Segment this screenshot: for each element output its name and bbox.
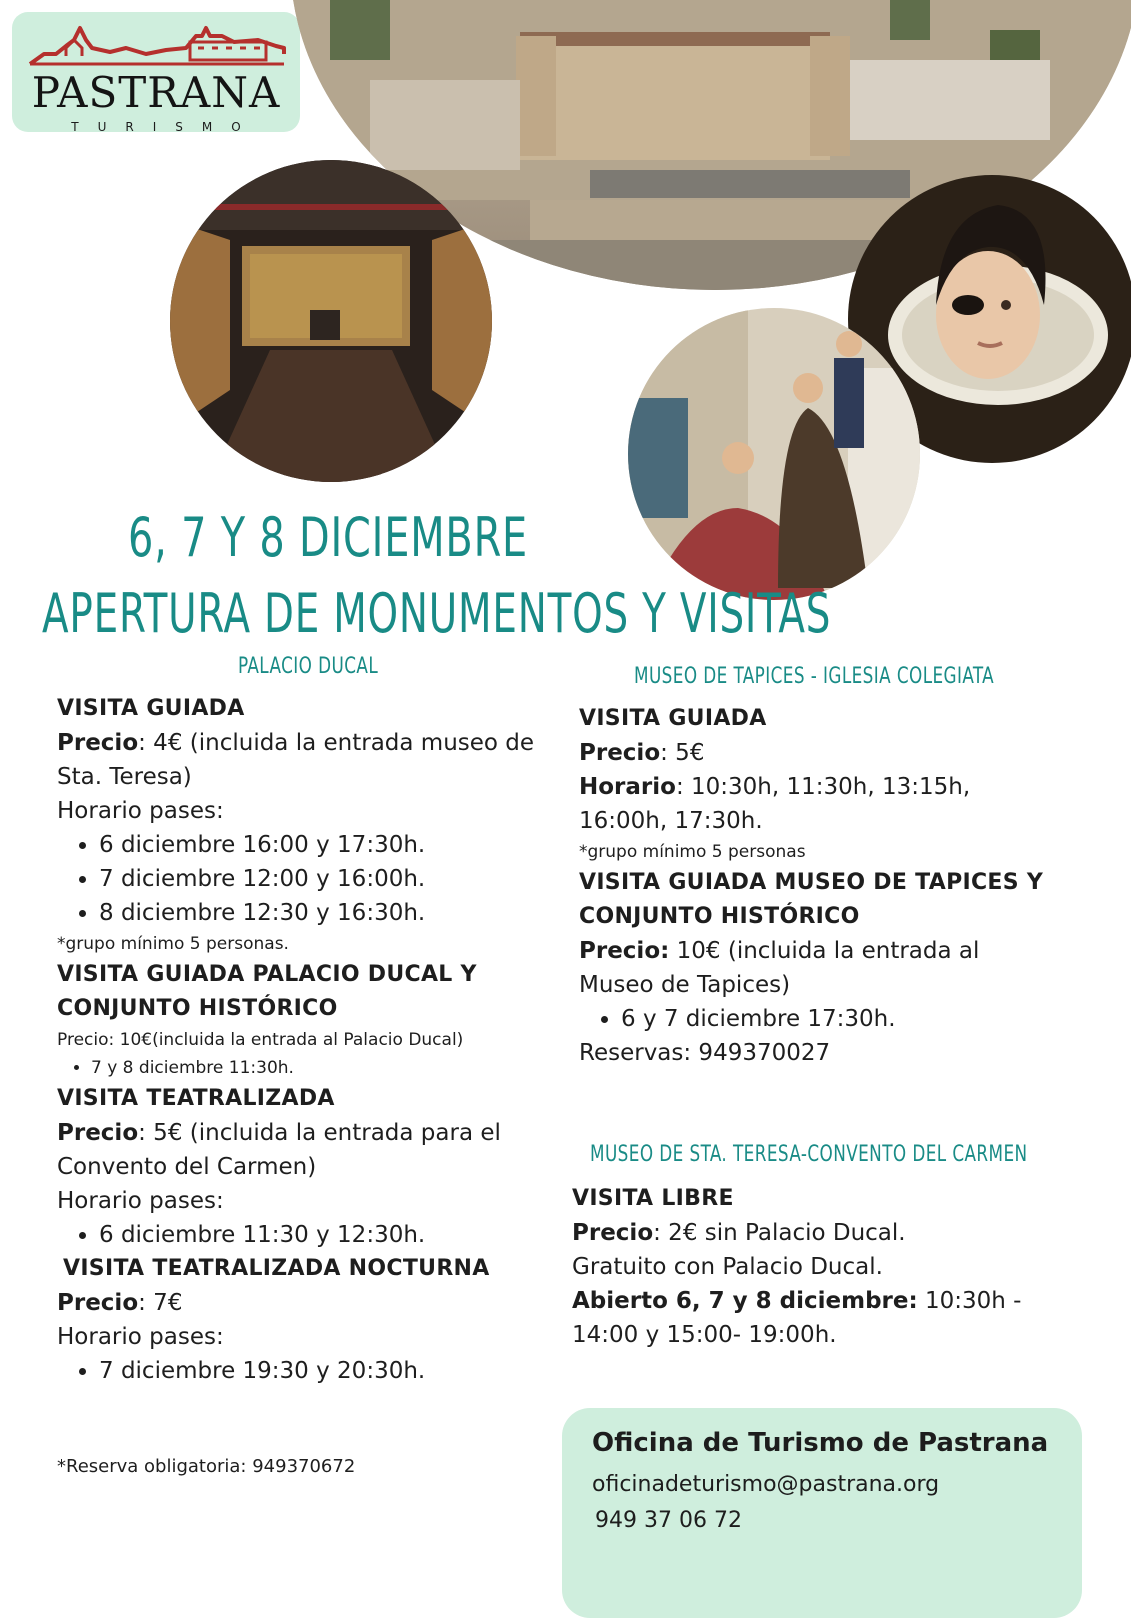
main-title: APERTURA DE MONUMENTOS Y VISITAS bbox=[42, 582, 832, 645]
palacio-section-title: PALACIO DUCAL bbox=[238, 654, 379, 679]
palacio-theatre-schedule-label: Horario pases: bbox=[57, 1188, 224, 1214]
palacio-theatre-title: VISITA TEATRALIZADA bbox=[57, 1086, 335, 1111]
pastrana-logo bbox=[12, 12, 300, 132]
palacio-guided-note: *grupo mínimo 5 personas. bbox=[57, 934, 289, 954]
tapices-combo-price: Precio: 10€ (incluida la entrada al Museo de Tapices) bbox=[579, 938, 980, 998]
palacio-theatre-price: Precio: 5€ (incluida la entrada para el Convento del Carmen) bbox=[57, 1120, 501, 1180]
tapices-guided-note: *grupo mínimo 5 personas bbox=[579, 842, 806, 862]
teresa-section-title: MUSEO DE STA. TERESA-CONVENTO DEL CARMEN bbox=[590, 1142, 1028, 1167]
tapices-guided-price: Precio: 5€ bbox=[579, 740, 705, 766]
tapices-section-title: MUSEO DE TAPICES - IGLESIA COLEGIATA bbox=[634, 664, 995, 689]
list-item: • 6 diciembre 11:30 y 12:30h. bbox=[99, 1218, 547, 1252]
tapestry-museum-photo bbox=[170, 160, 492, 482]
tapices-column bbox=[579, 702, 1059, 1070]
theatre-visit-photo bbox=[628, 308, 920, 600]
tourism-office-box bbox=[562, 1408, 1082, 1618]
list-item: • 6 y 7 diciembre 17:30h. bbox=[621, 1002, 1059, 1036]
teresa-free-line: Gratuito con Palacio Ducal. bbox=[572, 1254, 883, 1280]
palacio-combo-title: VISITA GUIADA PALACIO DUCAL Y CONJUNTO HISTÓRICO bbox=[57, 962, 477, 1021]
logo-name: PASTRANA bbox=[31, 68, 281, 117]
skyline-icon bbox=[26, 18, 288, 70]
palacio-guided-times bbox=[57, 828, 547, 930]
palacio-night-schedule-label: Horario pases: bbox=[57, 1324, 224, 1350]
office-phone[interactable]: 949 37 06 72 bbox=[595, 1508, 742, 1533]
list-item: • 6 diciembre 16:00 y 17:30h. bbox=[99, 828, 547, 862]
list-item: • 7 diciembre 19:30 y 20:30h. bbox=[99, 1354, 547, 1388]
dates-title: 6, 7 Y 8 DICIEMBRE bbox=[128, 506, 529, 569]
palacio-combo-times bbox=[57, 1054, 547, 1082]
palacio-night-price: Precio: 7€ bbox=[57, 1290, 183, 1316]
teresa-price: Precio: 2€ sin Palacio Ducal. bbox=[572, 1220, 906, 1246]
office-email[interactable]: oficinadeturismo@pastrana.org bbox=[592, 1472, 940, 1497]
palacio-column bbox=[57, 692, 547, 1388]
palacio-reservation: *Reserva obligatoria: 949370672 bbox=[57, 1456, 356, 1477]
tapices-reservation: Reservas: 949370027 bbox=[579, 1040, 831, 1066]
teresa-opening: Abierto 6, 7 y 8 diciembre: 10:30h - 14:00 y 15:00- 19:00h. bbox=[572, 1288, 1022, 1348]
palacio-guided-schedule-label: Horario pases: bbox=[57, 798, 224, 824]
palacio-night-times bbox=[57, 1354, 547, 1388]
tapices-guided-schedule: Horario: 10:30h, 11:30h, 13:15h, 16:00h, 17:30h. bbox=[579, 774, 971, 834]
teresa-column bbox=[572, 1182, 1052, 1352]
palacio-night-title: VISITA TEATRALIZADA NOCTURNA bbox=[63, 1256, 490, 1281]
palacio-combo-price: Precio: 10€(incluida la entrada al Palacio Ducal) bbox=[57, 1030, 464, 1050]
teresa-title: VISITA LIBRE bbox=[572, 1186, 734, 1211]
list-item: • 7 diciembre 12:00 y 16:00h. bbox=[99, 862, 547, 896]
tapices-guided-title: VISITA GUIADA bbox=[579, 706, 767, 731]
tapices-combo-title: VISITA GUIADA MUSEO DE TAPICES Y CONJUNTO HISTÓRICO bbox=[579, 870, 1044, 929]
list-item: • 7 y 8 diciembre 11:30h. bbox=[91, 1054, 547, 1082]
palacio-guided-price: Precio: 4€ (incluida la entrada museo de Sta. Teresa) bbox=[57, 730, 535, 790]
office-title: Oficina de Turismo de Pastrana bbox=[592, 1428, 1049, 1458]
tapices-combo-times bbox=[579, 1002, 1059, 1036]
logo-subtitle: TURISMO bbox=[71, 120, 260, 132]
list-item: • 8 diciembre 12:30 y 16:30h. bbox=[99, 896, 547, 930]
palacio-guided-title: VISITA GUIADA bbox=[57, 696, 245, 721]
palacio-theatre-times bbox=[57, 1218, 547, 1252]
